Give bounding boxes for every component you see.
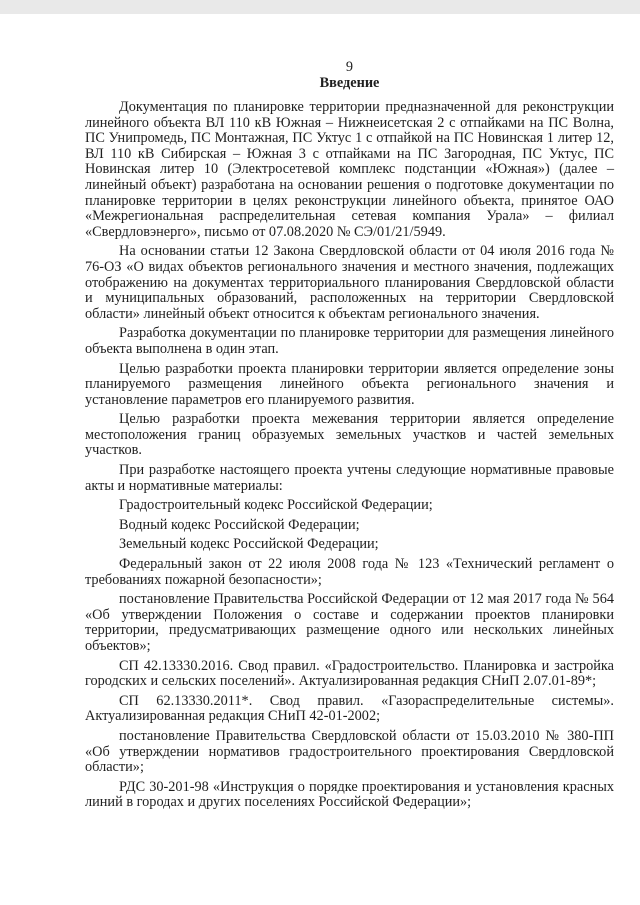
document-page <box>0 14 640 905</box>
list-item-rds: РДС 30-201-98 «Инструкция о порядке проектирования и установления красных линий в городах и других поселениях Российской Федерации»; <box>85 778 614 811</box>
paragraph-1: Документация по планировке территории предназначенной для реконструкции линейного объекта ВЛ 110 кВ Южная – Нижнеисетская 2 с отпайками на ПС Волна, ПС Унипромедь, ПС Монтажная, ПС Уктус 1 с отпайкой на ПС Новинская 1 литер 12, ВЛ 110 кВ Сибирская – Южная 3 с отпайками на ПС Загородная, ПС Уктус, ПС Новинская литер 10 (Электросетевой комплекс подстанции «Южная») (далее – линейный объект) разработана на основании решения о подготовке документации по планировке территории в целях реконструкции линейного объекта, принятое ОАО «Межрегиональная распределительная сетевая компания Урала» – филиал «Свердловэнерго», письмо от 07.08.2020 № СЭ/01/21/5949. <box>85 99 614 240</box>
section-heading: Введение <box>319 75 380 91</box>
list-item-gov-resolution: постановление Правительства Российской Федерации от 12 мая 2017 года № 564 «Об утверждении Положения о составе и содержании проектов планировки территории, предусматривающих размещение одного или нескольких линейных объектов»; <box>85 591 614 654</box>
list-item-regional-resolution: постановление Правительства Свердловской области от 15.03.2010 № 380-ПП «Об утверждении нормативов градостроительного проектирования Свердловской области»; <box>85 727 614 776</box>
paragraph-6: При разработке настоящего проекта учтены следующие нормативные правовые акты и нормативные материалы: <box>85 462 614 494</box>
page-number: 9 <box>345 59 354 75</box>
paragraph-3: Разработка документации по планировке территории для размещения линейного объекта выполнена в один этап. <box>85 325 614 357</box>
list-item-water-code: Водный кодекс Российской Федерации; <box>119 516 360 533</box>
paragraph-4: Целью разработки проекта планировки территории является определение зоны планируемого размещения линейного объекта регионального значения и установление параметров его планируемого развития. <box>85 360 614 408</box>
list-item-sp-42: СП 42.13330.2016. Свод правил. «Градостроительство. Планировка и застройка городских и сельских поселений». Актуализированная редакция СНиП 2.07.01-89*; <box>85 657 614 690</box>
list-item-sp-62: СП 62.13330.2011*. Свод правил. «Газораспределительные системы». Актуализированная редакция СНиП 42-01-2002; <box>85 692 614 725</box>
list-item-grad-code: Градостроительный кодекс Российской Федерации; <box>119 497 433 514</box>
paragraph-2: На основании статьи 12 Закона Свердловской области от 04 июля 2016 года № 76-ОЗ «О видах объектов регионального значения и местного значения, подлежащих отображению на документах территориального планирования Свердловской области и муниципальных образований, расположенных на территории Свердловской области» линейный объект относится к объектам регионального значения. <box>85 243 614 322</box>
list-item-land-code: Земельный кодекс Российской Федерации; <box>119 536 379 553</box>
paragraph-5: Целью разработки проекта межевания территории является определение местоположения границ образуемых земельных участков и частей земельных участков. <box>85 411 614 459</box>
list-item-federal-law: Федеральный закон от 22 июля 2008 года № 123 «Технический регламент о требованиях пожарной безопасности»; <box>85 556 614 588</box>
